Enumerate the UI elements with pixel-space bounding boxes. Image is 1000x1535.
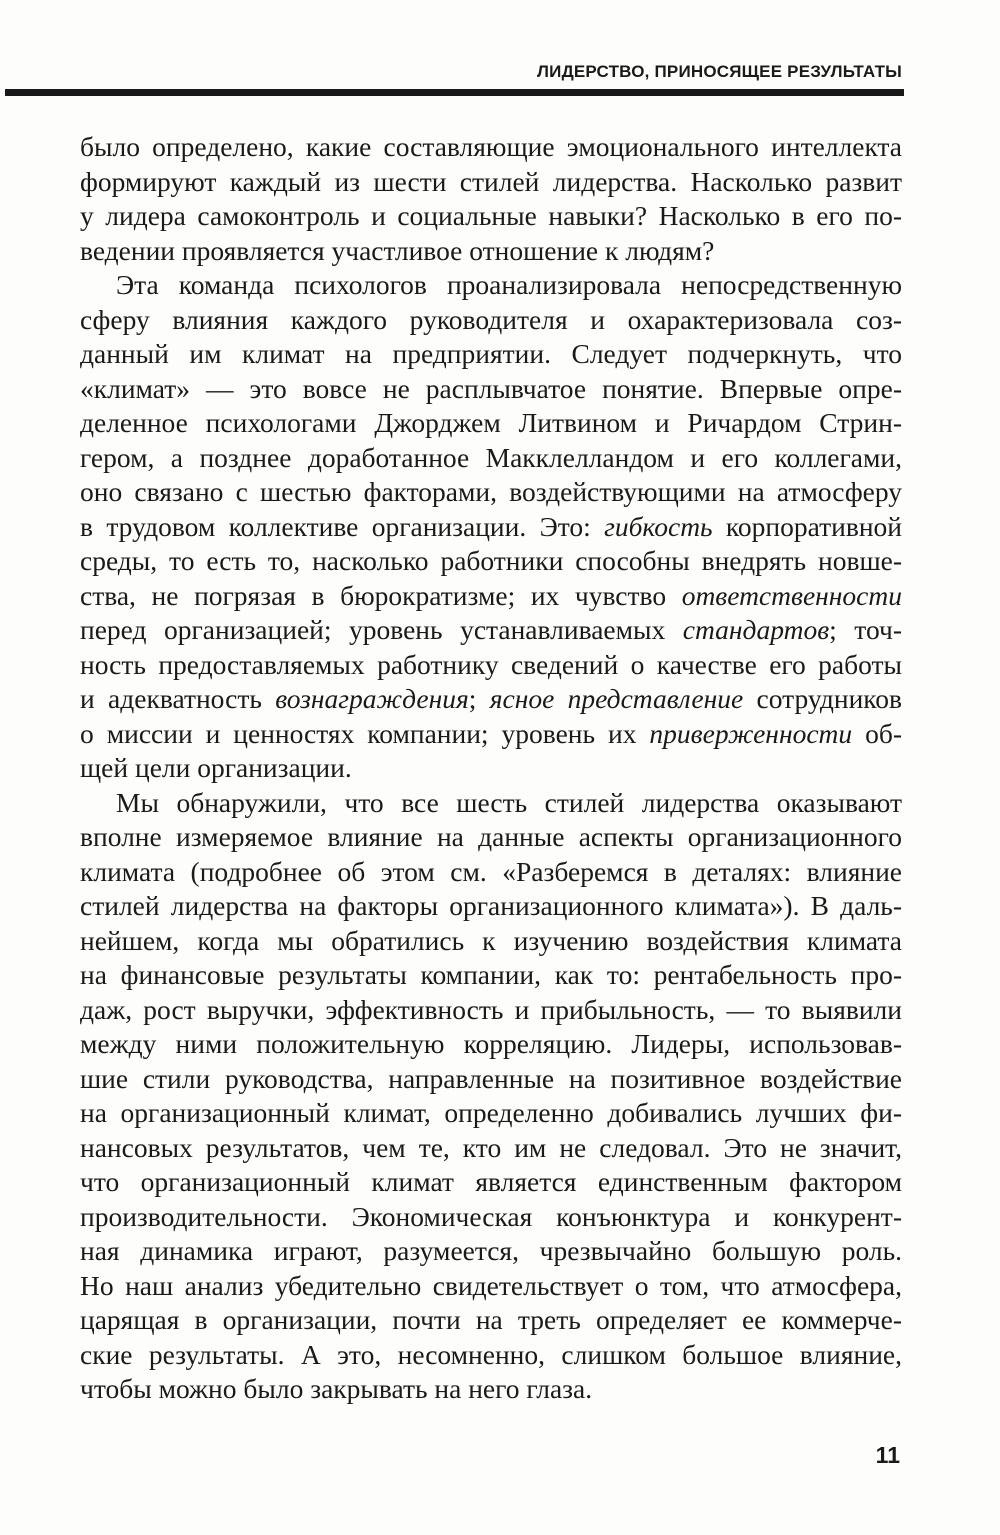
- text-line: даж, рост выручки, эффективность и прибыльность, — то выявили: [80, 993, 902, 1025]
- text-segment: ства, не погрязая в бюрократизме; их чувство: [80, 579, 682, 611]
- italic-term: ответственности: [681, 579, 902, 611]
- text-line: гером, а позднее доработанное Макклелландом и его коллегами,: [80, 441, 902, 473]
- text-line: было определено, какие составляющие эмоционального интеллекта: [80, 131, 902, 162]
- text-segment: сотрудников: [743, 683, 902, 714]
- text-segment: о миссии и ценностях компании; уровень их: [80, 717, 650, 749]
- text-segment: ;: [468, 683, 490, 714]
- text-line: на организационный климат, определенно добивались лучших фи-: [80, 1097, 902, 1128]
- text-line: между ними положительную корреляцию. Лидеры, использовав-: [80, 1028, 902, 1059]
- text-line: [80, 717, 902, 752]
- body-text: [80, 130, 902, 1407]
- text-line: Но наш анализ убедительно свидетельствует о том, что атмосфера,: [80, 1269, 902, 1301]
- text-line: оно связано с шестью факторами, воздействующими на атмосферу: [80, 476, 902, 507]
- text-line: среды, то есть то, насколько работники способны внедрять новше-: [80, 545, 902, 576]
- text-line: ная динамика играют, разумеется, чрезвычайно большую роль.: [80, 1235, 902, 1266]
- text-line: ведении проявляется участливое отношение к людям?: [80, 234, 715, 266]
- text-line: [80, 682, 902, 717]
- text-line: на финансовые результаты компании, как то: рентабельность про-: [80, 959, 902, 990]
- text-segment: ; точ-: [829, 614, 902, 645]
- italic-term: стандартов: [682, 614, 830, 645]
- text-line: деленное психологами Джорджем Литвином и Ричардом Стрин-: [80, 407, 902, 438]
- text-line: [80, 579, 902, 614]
- text-segment: в трудовом коллективе организации. Это:: [80, 510, 605, 542]
- header-rule: [5, 89, 904, 96]
- text-segment: корпоративной: [712, 510, 902, 542]
- text-line: Мы обнаружили, что все шесть стилей лидерства оказывают: [116, 786, 902, 818]
- page-number: 11: [875, 1442, 900, 1468]
- text-segment: и адекватность: [80, 683, 276, 714]
- text-line: климата (подробнее об этом см. «Разберемся в деталях: влияние: [80, 855, 902, 887]
- text-line: стилей лидерства на факторы организационного климата»). В даль-: [80, 890, 902, 921]
- italic-term: вознаграждения: [275, 683, 469, 714]
- text-line: щей цели организации.: [80, 752, 352, 783]
- running-header: ЛИДЕРСТВО, ПРИНОСЯЩЕЕ РЕЗУЛЬТАТЫ: [537, 62, 902, 81]
- text-line: что организационный климат является единственным фактором: [80, 1166, 902, 1197]
- text-line: чтобы можно было закрывать на него глаза.: [80, 1373, 593, 1404]
- text-line: Эта команда психологов проанализировала непосредственную: [116, 269, 902, 300]
- text-line: нейшем, когда мы обратились к изучению воздействия климата: [80, 924, 902, 956]
- text-line: данный им климат на предприятии. Следует подчеркнуть, что: [80, 338, 902, 369]
- text-line: формируют каждый из шести стилей лидерства. Насколько развит: [80, 165, 902, 197]
- text-segment: перед организацией; уровень устанавливаемых: [80, 614, 683, 645]
- text-line: [80, 510, 902, 545]
- text-line: ность предоставляемых работнику сведений о качестве его работы: [80, 648, 902, 680]
- text-line: производительности. Экономическая конъюнктура и конкурент-: [80, 1200, 902, 1232]
- italic-term: приверженности: [649, 717, 853, 749]
- italic-term: гибкость: [604, 510, 713, 542]
- text-line: шие стили руководства, направленные на позитивное воздействие: [80, 1062, 902, 1094]
- text-line: [80, 613, 902, 648]
- italic-term: ясное представление: [489, 683, 744, 714]
- text-line: сферу влияния каждого руководителя и охарактеризовала соз-: [80, 303, 902, 335]
- text-line: царящая в организации, почти на треть определяет ее коммерче-: [80, 1304, 902, 1335]
- text-line: «климат» — это вовсе не расплывчатое понятие. Впервые опре-: [80, 372, 902, 404]
- text-line: у лидера самоконтроль и социальные навыки? Насколько в его по-: [80, 200, 902, 231]
- text-segment: об-: [852, 717, 903, 749]
- text-line: ские результаты. А это, несомненно, слишком большое влияние,: [80, 1338, 902, 1370]
- text-line: нансовых результатов, чем те, кто им не следовал. Это не значит,: [80, 1131, 902, 1163]
- text-line: вполне измеряемое влияние на данные аспекты организационного: [80, 821, 902, 852]
